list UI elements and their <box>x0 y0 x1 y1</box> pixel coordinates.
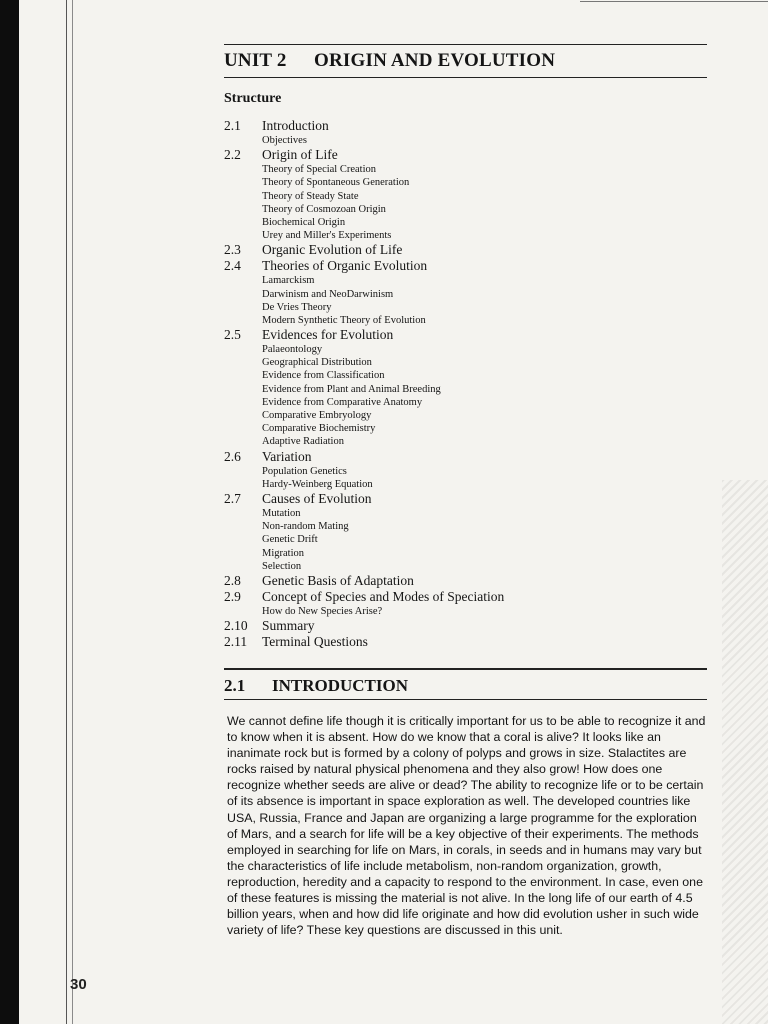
toc-subsection: Mutation <box>262 507 301 519</box>
table-of-contents <box>224 118 704 650</box>
unit-number: UNIT 2 <box>224 50 287 71</box>
toc-subsection: Biochemical Origin <box>262 216 346 228</box>
intro-paragraph: We cannot define life though it is critically important for us to be able to recognize it and to know when it is absent. How do we know that a coral is alive? It looks like an inanimate rock but is formed by a colony of polyps and grows in size. Stalactites are rocks raised by natural physical phenomena and they also grow! How does one recognize whether seeds are alive or dead? The ability to recognize life or to be certain of its absence is important in space exploration as well. The developed countries like USA, Russia, France and Japan are organizing a large programme for the exploration of Mars, and a search for life will be a key objective of their experiments. The methods employed in searching for life on Mars, in corals, in seeds and in humans may vary but the characteristics of life include metabolism, non-random organization, growth, reproduction, heredity and a capacity to respond to the environment. In case, even one of these features is missing the material is not alive. In the long life of our earth of 4.5 billion years, when and how did life originate and how did evolution usher in such wide variety of life? These key questions are discussed in this unit. <box>227 714 706 938</box>
toc-section <box>224 258 704 274</box>
toc-subsection: Evidence from Comparative Anatomy <box>262 396 423 408</box>
toc-subsection: Theory of Special Creation <box>262 164 377 176</box>
toc-subsection: Hardy-Weinberg Equation <box>262 478 373 490</box>
toc-subsection-list <box>224 274 704 327</box>
title-rule-bottom <box>224 77 707 78</box>
toc-subsection: Darwinism and NeoDarwinism <box>262 288 394 300</box>
toc-section <box>224 327 704 343</box>
scan-left-edge <box>0 0 19 1024</box>
toc-section-title: Evidences for Evolution <box>262 327 394 343</box>
toc-subsection: Genetic Drift <box>262 534 318 546</box>
toc-subsection-list <box>224 465 704 491</box>
toc-section-number: 2.9 <box>224 588 241 604</box>
toc-section <box>224 589 704 605</box>
toc-subsection-list <box>224 343 704 449</box>
section-heading <box>224 676 408 696</box>
toc-section-title: Organic Evolution of Life <box>262 242 403 258</box>
toc-subsection: Evidence from Classification <box>262 370 385 382</box>
toc-subsection: De Vries Theory <box>262 301 332 313</box>
toc-section-title: Summary <box>262 618 315 634</box>
unit-title <box>224 50 555 72</box>
toc-subsection: Comparative Embryology <box>262 410 372 421</box>
margin-rule-inner <box>72 0 73 1024</box>
toc-subsection-list <box>224 163 704 242</box>
toc-section <box>224 242 704 258</box>
toc-section-number: 2.7 <box>224 490 241 506</box>
scan-edge-texture <box>722 480 768 1024</box>
page-number: 30 <box>70 976 87 993</box>
section-rule-bottom <box>224 699 707 700</box>
unit-name: ORIGIN AND EVOLUTION <box>314 50 556 71</box>
toc-section <box>224 634 704 650</box>
toc-subsection: Population Genetics <box>262 465 347 477</box>
toc-section-title: Origin of Life <box>262 147 338 163</box>
toc-section <box>224 573 704 589</box>
toc-section-number: 2.4 <box>224 258 241 274</box>
toc-section-number: 2.2 <box>224 147 241 163</box>
toc-section-title: Terminal Questions <box>262 634 368 650</box>
toc-subsection: Modern Synthetic Theory of Evolution <box>262 314 426 326</box>
toc-section <box>224 618 704 634</box>
section-heading-number: 2.1 <box>224 676 246 695</box>
toc-section-title: Theories of Organic Evolution <box>262 258 428 274</box>
toc-subsection-list <box>224 507 704 573</box>
toc-subsection: Theory of Cosmozoan Origin <box>262 203 386 215</box>
toc-section-number: 2.10 <box>224 618 248 634</box>
toc-subsection: Non-random Mating <box>262 521 349 533</box>
toc-section-number: 2.3 <box>224 242 241 258</box>
section-heading-title: INTRODUCTION <box>272 676 409 695</box>
structure-heading: Structure <box>224 91 282 106</box>
toc-section-title: Genetic Basis of Adaptation <box>262 572 414 588</box>
margin-rule <box>66 0 67 1024</box>
toc-subsection: Theory of Spontaneous Generation <box>262 177 410 189</box>
title-rule-top <box>224 44 707 45</box>
toc-subsection: How do New Species Arise? <box>262 605 383 617</box>
toc-section-number: 2.8 <box>224 572 241 588</box>
toc-subsection-list <box>224 605 704 618</box>
toc-section-title: Introduction <box>262 118 329 133</box>
toc-subsection: Lamarckism <box>262 275 315 287</box>
toc-subsection: Urey and Miller's Experiments <box>262 230 392 242</box>
toc-section-title: Causes of Evolution <box>262 490 372 506</box>
toc-section-number: 2.5 <box>224 327 241 343</box>
toc-subsection: Objectives <box>262 135 307 146</box>
toc-section-title: Concept of Species and Modes of Speciation <box>262 588 505 604</box>
top-rule <box>580 1 768 2</box>
toc-section-number: 2.6 <box>224 448 241 464</box>
toc-subsection: Selection <box>262 560 302 572</box>
toc-section-number: 2.1 <box>224 118 241 133</box>
toc-section-number: 2.11 <box>224 634 248 650</box>
toc-section <box>224 118 704 134</box>
toc-subsection: Theory of Steady State <box>262 190 359 202</box>
toc-section <box>224 147 704 163</box>
toc-subsection: Geographical Distribution <box>262 357 372 369</box>
toc-subsection-list <box>224 134 704 147</box>
toc-subsection: Migration <box>262 547 304 559</box>
toc-section-title: Variation <box>262 448 312 464</box>
toc-subsection: Evidence from Plant and Animal Breeding <box>262 383 441 395</box>
toc-subsection: Comparative Biochemistry <box>262 423 376 435</box>
toc-section <box>224 449 704 465</box>
toc-subsection: Adaptive Radiation <box>262 436 344 448</box>
toc-section <box>224 491 704 507</box>
section-rule-top <box>224 668 707 670</box>
toc-subsection: Palaeontology <box>262 344 323 356</box>
